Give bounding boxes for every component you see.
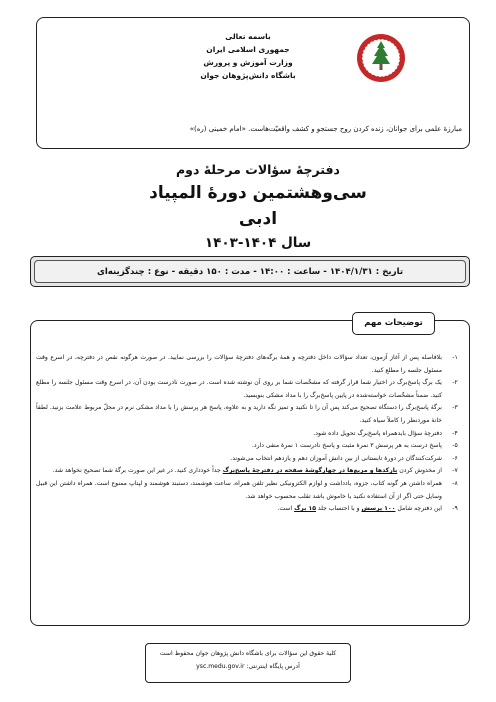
note-text-pre: از مخدوش کردن bbox=[397, 467, 442, 475]
footer-text bbox=[145, 647, 351, 673]
note-number: -۸ bbox=[452, 479, 458, 487]
note-text-post: است. bbox=[277, 505, 295, 513]
copyright-line: کلیۀ حقوق این سؤالات برای باشگاه دانش پژوهان جوان محفوظ است bbox=[159, 650, 337, 657]
note-number: -۶ bbox=[452, 454, 458, 462]
note-number: -۱ bbox=[452, 354, 458, 361]
note-text-pre: این دفترچه شامل bbox=[395, 505, 442, 513]
note-item bbox=[36, 478, 466, 503]
note-item bbox=[36, 352, 466, 377]
header-line-basmeh: باسمه تعالی bbox=[225, 32, 271, 41]
note-number: -۳ bbox=[452, 404, 458, 412]
note-text: یک برگ پاسخ‌برگ در اختیار شما قرار گرفته که مشخّصات شما بر روی آن نوشته شده است. در صورت نادرست بودن آن، در اسرع وقت مسئول جلسه را مطلع کنید. ضمناً مشخّصات خواسته‌شده در پایین پاسخ‌برگ را با مداد مشکی بنویسید. bbox=[36, 379, 442, 399]
note-text: همراه داشتن هر گونه کتاب، جزوه، یادداشت و لوازم الکترونیکی نظیر تلفن همراه، ساعت هوشمند، دستبند هوشمند و لپتاپ ممنوع است. همراه داشتن این قبیل وسایل حتی اگر از آن استفاده نکنید یا خاموش باشد تقلب محسوب خواهد شد. bbox=[36, 479, 442, 500]
note-number: -۹ bbox=[452, 505, 458, 513]
note-page-count: ۱۵ برگ bbox=[294, 505, 316, 513]
notes-title: توضیحات مهم bbox=[352, 312, 435, 335]
note-number: -۲ bbox=[452, 379, 458, 387]
note-text: شرکت‌کنندگان در دورۀ تابستانی از بین دانش آموزان دهم و یازدهم انتخاب می‌شوند. bbox=[230, 454, 442, 462]
exam-title bbox=[148, 160, 368, 254]
note-text: بلافاصله پس از آغاز آزمون، تعداد سؤالات داخل دفترچه و همۀ برگه‌های دفترچۀ سؤالات را بررسی نمایید. در صورت هرگونه نقص در دفترچه، در اسرع وقت مسئول جلسه را مطلع کنید. bbox=[36, 354, 442, 374]
note-item bbox=[36, 377, 466, 402]
note-question-count: ۱۰۰ پرسش bbox=[361, 505, 396, 513]
header-text bbox=[160, 30, 336, 82]
motto-quote: مبارزۀ علمی برای جوانان، زنده کردن روح جستجو و کشف واقعیّت‌هاست. «امام خمینی (ره)» bbox=[189, 125, 462, 133]
note-item bbox=[36, 440, 466, 453]
website-line: آدرس پایگاه اینترنتی: ysc.medu.gov.ir bbox=[196, 663, 300, 670]
note-text: پاسخ درست به هر پرسش ۳ نمرۀ مثبت و پاسخ نادرست ۱ نمرۀ منفی دارد. bbox=[251, 442, 442, 450]
note-text: دفترچۀ سؤال بایدهمراه پاسخ‌برگ تحویل داده شود. bbox=[313, 429, 442, 437]
note-number: -۵ bbox=[452, 442, 458, 450]
ysc-logo-icon bbox=[355, 32, 407, 84]
note-item bbox=[36, 453, 466, 466]
note-item bbox=[36, 428, 466, 441]
header-line-ministry: وزارت آموزش و پرورش bbox=[203, 58, 293, 67]
exam-info-text: تاریخ : ۱۴۰۴/۱/۳۱ - ساعت : ۱۴:۰۰ - مدت : ۱۵۰ دقیقه - نوع : چندگزینه‌ای bbox=[34, 260, 466, 283]
exam-info-box bbox=[30, 256, 470, 287]
note-item bbox=[36, 465, 466, 478]
title-olympiad: سی‌وهشتمین دورۀ المپیاد ادبی bbox=[149, 183, 367, 229]
note-text: برگۀ پاسخ‌برگ را دستگاه تصحیح می‌کند پس آن را تا نکنید و تمیز نگه دارید و به علاوه، پاسخ هر پرسش را با مداد مشکی نرم در محلّ مربوط علامت بزنید. لطفاً خانۀ موردنظر را کاملاً سیاه کنید. bbox=[36, 404, 442, 424]
note-number: -۷ bbox=[452, 467, 458, 475]
title-stage: دفترچۀ سؤالات مرحلۀ دوم bbox=[176, 162, 340, 177]
note-text-mid: و با احتساب جلد bbox=[315, 505, 362, 513]
note-item bbox=[36, 402, 466, 427]
notes-list bbox=[36, 352, 466, 516]
note-text-post: جداً خودداری کنید. در غیر این صورت برگۀ شما تصحیح نخواهد شد. bbox=[52, 467, 223, 475]
note-item bbox=[36, 503, 466, 516]
note-number: -۴ bbox=[452, 429, 458, 437]
title-year: سال ۱۴۰۴-۱۴۰۳ bbox=[204, 235, 312, 251]
header-line-country: جمهوری اسلامی ایران bbox=[206, 45, 290, 54]
header-line-club: باشگاه دانش‌پژوهان جوان bbox=[200, 71, 296, 80]
note-text-highlight: بارکدها و مربع‌ها در چهارگوشۀ صفحه در دفترچۀ پاسخ‌برگ bbox=[222, 467, 398, 475]
